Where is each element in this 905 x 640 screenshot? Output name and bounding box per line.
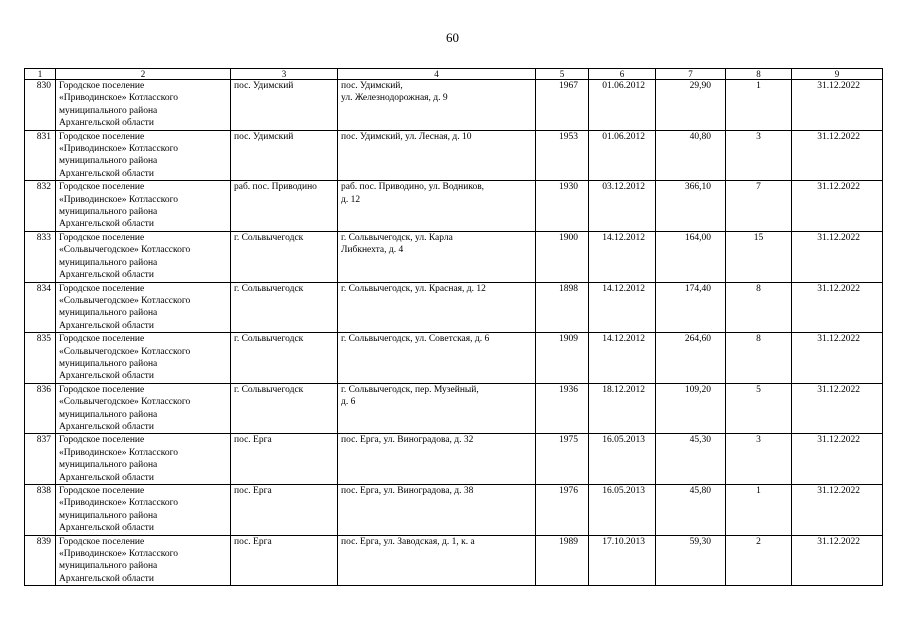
area-cell: 45,80	[656, 485, 726, 536]
year-cell: 1900	[536, 231, 589, 282]
area-cell: 45,30	[656, 434, 726, 485]
row-number: 833	[25, 231, 56, 282]
table-row	[25, 434, 883, 485]
table-row	[25, 485, 883, 536]
count-cell: 3	[726, 434, 792, 485]
column-header: 8	[726, 69, 792, 80]
address-cell: пос. Ерга, ул. Виноградова, д. 32	[338, 434, 536, 485]
area-cell: 366,10	[656, 181, 726, 232]
municipality-cell: Городское поселение «Сольвычегодское» Котласского муниципального района Архангельской области	[56, 282, 231, 333]
date-cell: 14.12.2012	[589, 333, 656, 384]
term-cell: 31.12.2022	[792, 181, 883, 232]
column-header: 4	[338, 69, 536, 80]
count-cell: 8	[726, 282, 792, 333]
row-number: 836	[25, 383, 56, 434]
date-cell: 18.12.2012	[589, 383, 656, 434]
column-header: 9	[792, 69, 883, 80]
table-row	[25, 181, 883, 232]
count-cell: 1	[726, 80, 792, 131]
settlement-cell: пос. Удимский	[231, 130, 338, 181]
term-cell: 31.12.2022	[792, 130, 883, 181]
column-header: 3	[231, 69, 338, 80]
row-number: 830	[25, 80, 56, 131]
year-cell: 1976	[536, 485, 589, 536]
address-cell: пос. Удимский, ул. Железнодорожная, д. 9	[338, 80, 536, 131]
table-body	[25, 69, 883, 586]
address-cell: г. Сольвычегодск, пер. Музейный, д. 6	[338, 383, 536, 434]
table-row	[25, 282, 883, 333]
settlement-cell: г. Сольвычегодск	[231, 383, 338, 434]
address-cell: пос. Ерга, ул. Виноградова, д. 38	[338, 485, 536, 536]
area-cell: 174,40	[656, 282, 726, 333]
term-cell: 31.12.2022	[792, 282, 883, 333]
table-row	[25, 130, 883, 181]
municipality-cell: Городское поселение «Приводинское» Котласского муниципального района Архангельской области	[56, 434, 231, 485]
term-cell: 31.12.2022	[792, 333, 883, 384]
year-cell: 1936	[536, 383, 589, 434]
term-cell: 31.12.2022	[792, 485, 883, 536]
date-cell: 03.12.2012	[589, 181, 656, 232]
address-cell: г. Сольвычегодск, ул. Советская, д. 6	[338, 333, 536, 384]
term-cell: 31.12.2022	[792, 535, 883, 586]
municipality-cell: Городское поселение «Сольвычегодское» Котласского муниципального района Архангельской области	[56, 333, 231, 384]
year-cell: 1967	[536, 80, 589, 131]
year-cell: 1930	[536, 181, 589, 232]
term-cell: 31.12.2022	[792, 231, 883, 282]
column-header: 5	[536, 69, 589, 80]
date-cell: 16.05.2013	[589, 434, 656, 485]
year-cell: 1898	[536, 282, 589, 333]
year-cell: 1909	[536, 333, 589, 384]
address-cell: г. Сольвычегодск, ул. Карла Либкнехта, д. 4	[338, 231, 536, 282]
column-header: 1	[25, 69, 56, 80]
row-number: 838	[25, 485, 56, 536]
count-cell: 2	[726, 535, 792, 586]
settlement-cell: г. Сольвычегодск	[231, 231, 338, 282]
table-row	[25, 80, 883, 131]
settlement-cell: г. Сольвычегодск	[231, 333, 338, 384]
municipality-cell: Городское поселение «Приводинское» Котласского муниципального района Архангельской области	[56, 130, 231, 181]
count-cell: 1	[726, 485, 792, 536]
date-cell: 17.10.2013	[589, 535, 656, 586]
row-number: 837	[25, 434, 56, 485]
area-cell: 264,60	[656, 333, 726, 384]
row-number: 839	[25, 535, 56, 586]
area-cell: 109,20	[656, 383, 726, 434]
row-number: 835	[25, 333, 56, 384]
date-cell: 01.06.2012	[589, 80, 656, 131]
column-header: 6	[589, 69, 656, 80]
date-cell: 14.12.2012	[589, 282, 656, 333]
settlement-cell: пос. Удимский	[231, 80, 338, 131]
settlement-cell: пос. Ерга	[231, 434, 338, 485]
column-number-row	[25, 69, 883, 80]
municipality-cell: Городское поселение «Приводинское» Котласского муниципального района Архангельской области	[56, 535, 231, 586]
settlement-cell: пос. Ерга	[231, 485, 338, 536]
address-cell: пос. Удимский, ул. Лесная, д. 10	[338, 130, 536, 181]
municipality-cell: Городское поселение «Сольвычегодское» Котласского муниципального района Архангельской области	[56, 383, 231, 434]
date-cell: 01.06.2012	[589, 130, 656, 181]
row-number: 834	[25, 282, 56, 333]
term-cell: 31.12.2022	[792, 434, 883, 485]
table-row	[25, 333, 883, 384]
count-cell: 5	[726, 383, 792, 434]
settlement-cell: пос. Ерга	[231, 535, 338, 586]
year-cell: 1953	[536, 130, 589, 181]
address-cell: раб. пос. Приводино, ул. Водников, д. 12	[338, 181, 536, 232]
column-header: 2	[56, 69, 231, 80]
count-cell: 3	[726, 130, 792, 181]
settlement-cell: раб. пос. Приводино	[231, 181, 338, 232]
area-cell: 40,80	[656, 130, 726, 181]
term-cell: 31.12.2022	[792, 80, 883, 131]
count-cell: 8	[726, 333, 792, 384]
municipality-cell: Городское поселение «Сольвычегодское» Котласского муниципального района Архангельской области	[56, 231, 231, 282]
date-cell: 14.12.2012	[589, 231, 656, 282]
address-cell: пос. Ерга, ул. Заводская, д. 1, к. а	[338, 535, 536, 586]
date-cell: 16.05.2013	[589, 485, 656, 536]
settlement-cell: г. Сольвычегодск	[231, 282, 338, 333]
registry-table	[24, 68, 883, 586]
page-number: 60	[446, 30, 459, 45]
table-row	[25, 231, 883, 282]
year-cell: 1975	[536, 434, 589, 485]
municipality-cell: Городское поселение «Приводинское» Котласского муниципального района Архангельской области	[56, 80, 231, 131]
count-cell: 15	[726, 231, 792, 282]
table-row	[25, 383, 883, 434]
municipality-cell: Городское поселение «Приводинское» Котласского муниципального района Архангельской области	[56, 181, 231, 232]
area-cell: 59,30	[656, 535, 726, 586]
row-number: 831	[25, 130, 56, 181]
area-cell: 29,90	[656, 80, 726, 131]
column-header: 7	[656, 69, 726, 80]
year-cell: 1989	[536, 535, 589, 586]
municipality-cell: Городское поселение «Приводинское» Котласского муниципального района Архангельской области	[56, 485, 231, 536]
count-cell: 7	[726, 181, 792, 232]
area-cell: 164,00	[656, 231, 726, 282]
address-cell: г. Сольвычегодск, ул. Красная, д. 12	[338, 282, 536, 333]
table-row	[25, 535, 883, 586]
row-number: 832	[25, 181, 56, 232]
term-cell: 31.12.2022	[792, 383, 883, 434]
